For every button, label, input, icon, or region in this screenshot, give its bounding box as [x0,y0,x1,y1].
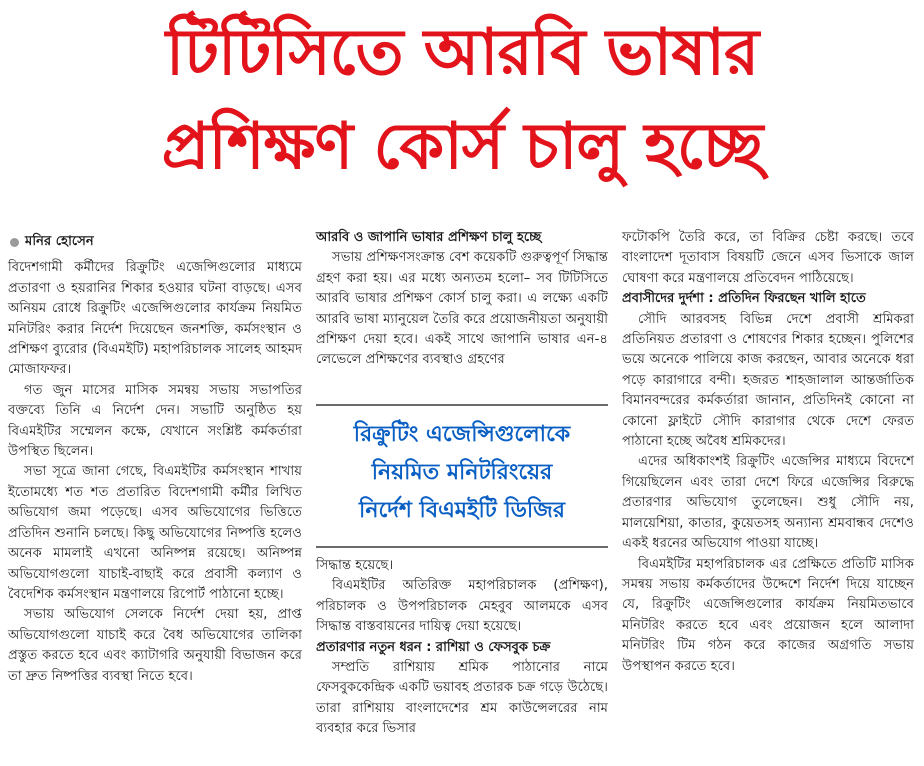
author-name: মনির হোসেন [25,234,94,249]
paragraph: বিএমইটির মহাপরিচালক এর প্রেক্ষিতে প্রতিটি মাসিক সমন্বয় সভায় কর্মকর্তাদের উদ্দেশে নির্দেশ দিয়ে যাচ্ছেন যে, রিক্রুটিং এজেন্সিগুলোর কার্যক্রম নিয়মিতভাবে মনিটরিং করতে হবে এবং প্রয়োজন হলে আলাদা মনিটরিং টিম গঠন করে কাজের অগ্রগতি সভায় উপস্থাপন করতে হবে। [622,556,914,674]
paragraph: ফটোকপি তৈরি করে, তা বিক্রির চেষ্টা করছে। তবে বাংলাদেশ দূতাবাস বিষয়টি জেনে এসব ভিসাকে জাল ঘোষণা করে মন্ত্রণালয়ে প্রতিবেদন পাঠিয়েছে। [622,230,914,286]
headline-line-2: প্রশিক্ষণ কোর্স চালু হচ্ছে [161,110,763,184]
paragraph: বিএমইটির অতিরিক্ত মহাপরিচালক (প্রশিক্ষণ), পরিচালক ও উপপরিচালক মেহবুব আলমকে এসব সিদ্ধান্ত বাস্তবায়নের দায়িত্ব দেয়া হয়েছে। [316,578,608,635]
pull-quote-line-3: নির্দেশ বিএমইটি ডিজির [359,498,565,523]
paragraph: বিদেশগামী কর্মীদের রিক্রুটিং এজেন্সিগুলোর মাধ্যমে প্রতারণা ও হয়রানির শিকার হওয়ার ঘটনা বাড়ছে। এসব অনিয়ম রোধে রিক্রুটিং এজেন্সিগুলোর কার্যক্রম নিয়মিত মনিটরিং করার নির্দেশ দিয়েছেন জনশক্তি, কর্মসংস্থান ও প্রশিক্ষণ ব্যুরোর (বিএমইটি) মহাপরিচালক সালেহ আহমদ মোজাফফর। [8,260,302,378]
paragraph: সভা সূত্রে জানা গেছে, বিএমইটির কর্মসংস্থান শাখায় ইতোমধ্যে শত শত প্রতারিত বিদেশগামী কর্মীর লিখিত অভিযোগ জমা পড়েছে। এসব অভিযোগের ভিত্তিতে প্রতিদিন শুনানি চলছে। কিছু অভিযোগের নিষ্পত্তি হলেও অনেক মামলাই এখনো অনিষ্পন্ন রয়েছে। অনিষ্পন্ন অভিযোগগুলো যাচাই-বাছাই করে প্রবাসী কল্যাণ ও বৈদেশিক কর্মসংস্থান মন্ত্রণালয়ে রিপোর্ট পাঠানো হচ্ছে। [8,464,302,602]
subheading: প্রতারণার নতুন ধরন : রাশিয়া ও ফেসবুক চক্র [316,639,551,655]
byline [10,232,302,252]
paragraph: সম্প্রতি রাশিয়ায় শ্রমিক পাঠানোর নামে ফেসবুককেন্দ্রিক একটি ভয়াবহ প্রতারক চক্র গড়ে উঠেছে। তারা রাশিয়ায় বাংলাদেশের শ্রম কাউন্সেলরের নাম ব্যবহার করে ভিসার [316,660,608,737]
article-column-1 [8,228,302,687]
subheading: আরবি ও জাপানি ভাষার প্রশিক্ষণ চালু হচ্ছে [316,230,542,245]
bullet-icon [10,238,19,247]
pull-quote-line-1: রিক্রুটিং এজেন্সিগুলোকে [353,422,571,447]
paragraph: গত জুন মাসের মাসিক সমন্বয় সভায় সভাপতির বক্তব্যে তিনি এ নির্দেশ দেন। সভাটি অনুষ্ঠিত হয় বিএমইটির সম্মেলন কক্ষে, যেখানে সংশ্লিষ্ট কর্মকর্তারা উপস্থিত ছিলেন। [8,382,302,460]
paragraph: সৌদি আরবসহ বিভিন্ন দেশে প্রবাসী শ্রমিকরা প্রতিনিয়ত প্রতারণা ও শোষণের শিকার হচ্ছেন। পুলিশের ভয়ে অনেকে পালিয়ে কাজ করছেন, আবার অনেকে ধরা পড়ে কারাগারে বন্দী। হজরত শাহজালাল আন্তর্জাতিক বিমানবন্দরের কর্মকর্তারা জানান, প্রতিদিনই কোনো না কোনো ফ্লাইটে সৌদি কারাগার থেকে দেশে ফেরত পাঠানো হচ্ছে অবৈধ শ্রমিকদের। [622,311,914,450]
pull-quote [316,404,608,548]
article-column-3 [622,228,914,677]
headline [0,6,924,194]
paragraph: সভায় অভিযোগ সেলকে নির্দেশ দেয়া হয়, প্রাপ্ত অভিযোগগুলো যাচাই করে বৈধ অভিযোগের তালিকা প্রস্তুত করতে হবে এবং ক্যাটাগরি অনুযায়ী বিভাজন করে তা দ্রুত নিষ্পত্তির ব্যবস্থা নিতে হবে। [8,607,302,684]
subheading: প্রবাসীদের দুর্দশা : প্রতিদিন ফিরছেন খালি হাতে [622,291,866,307]
article-column-2-continued [316,556,608,740]
paragraph: এদের অধিকাংশই রিক্রুটিং এজেন্সির মাধ্যমে বিদেশে গিয়েছিলেন এবং তারা দেশে ফিরে এজেন্সির বিরুদ্ধে প্রতারণার অভিযোগ তুলেছেন। শুধু সৌদি নয়, মালয়েশিয়া, কাতার, কুয়েতসহ অন্যান্য শ্রমবান্ধব দেশেও একই ধরনের অভিযোগ পাওয়া যাচ্ছে। [622,454,914,552]
paragraph: সভায় প্রশিক্ষণসংক্রান্ত বেশ কয়েকটি গুরুত্বপূর্ণ সিদ্ধান্ত গ্রহণ করা হয়। এর মধ্যে অন্যতম হলো– সব টিটিসিতে আরবি ভাষার প্রশিক্ষণ কোর্স চালু করা। এ লক্ষ্যে একটি আরবি ভাষা ম্যানুয়েল তৈরি করে প্রয়োজনীয়তা অনুযায়ী প্রশিক্ষণ দেয়া হবে। একই সাথে জাপানি ভাষার এন-৪ লেভেলে প্রশিক্ষণের ব্যবস্থাও গ্রহণের [316,250,608,368]
article-column-2 [316,228,608,371]
headline-line-1: টিটিসিতে আরবি ভাষার [165,16,759,90]
paragraph: সিদ্ধান্ত হয়েছে। [316,558,394,573]
pull-quote-line-2: নিয়মিত মনিটরিংয়ের [371,460,553,485]
